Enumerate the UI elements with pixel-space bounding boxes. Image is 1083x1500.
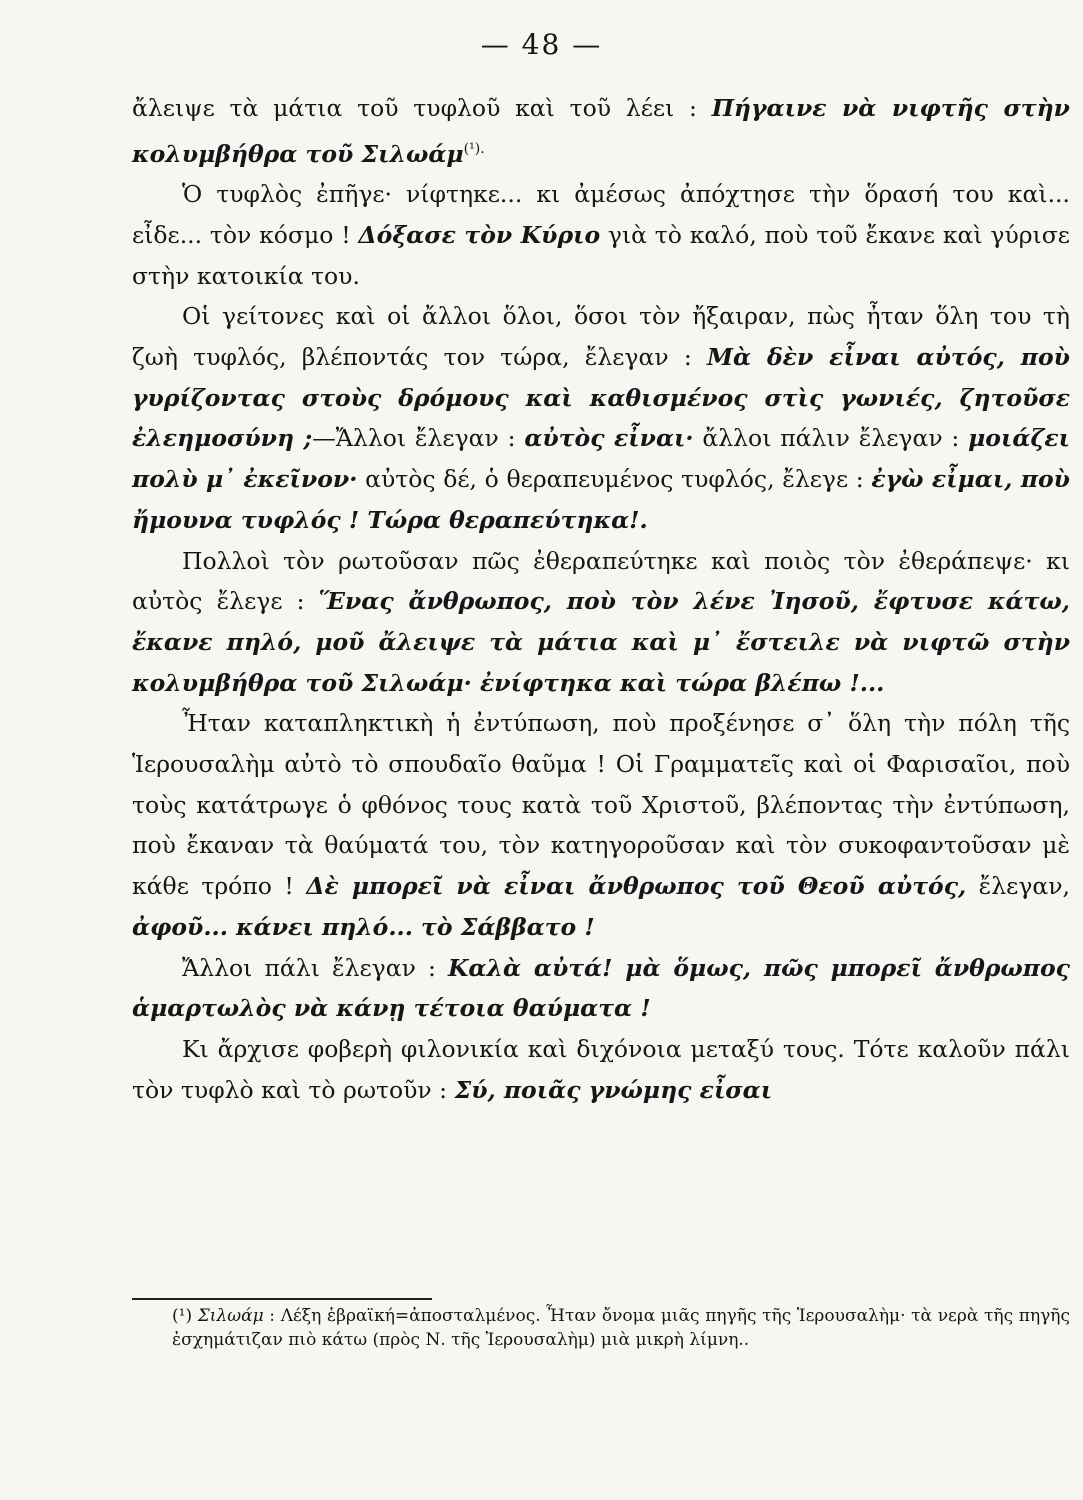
emphasized-text: αὐτὸς εἶναι·	[524, 424, 694, 453]
footnote	[132, 1304, 1070, 1352]
emphasized-text: ἐγὼ εἶμαι, ποὺ ἤμουνα τυφλός ! Τώρα θεραπεύτηκα!.	[132, 465, 1070, 534]
paragraph	[132, 541, 1070, 704]
text-segment: Κι ἄρχισε φοβερὴ φιλονικία καὶ διχόνοια μεταξύ τους. Τότε καλοῦν πάλι τὸν τυφλὸ καὶ τὸ ρωτοῦν :	[132, 1035, 1070, 1104]
page-number: — 48 —	[480, 28, 603, 61]
paragraph	[132, 88, 1070, 174]
text-segment: Πολλοὶ τὸν ρωτοῦσαν πῶς ἐθεραπεύτηκε καὶ ποιὸς τὸν ἐθεράπεψε· κι αὐτὸς ἔλεγε :	[132, 546, 1070, 616]
emphasized-text: Σύ, ποιᾶς γνώμης εἶσαι	[454, 1075, 773, 1104]
emphasized-text: Καλὰ αὐτά! μὰ ὅμως, πῶς μπορεῖ ἄνθρωπος ἁμαρτωλὸς νὰ κάνῃ τέτοια θαύματα !	[132, 953, 1070, 1023]
text-segment: Ἦταν καταπληκτικὴ ἡ ἐντύπωση, ποὺ προξένησε σ᾿ ὅλη τὴν πόλη τῆς Ἱερουσαλὴμ αὐτὸ τὸ σπουδαῖο θαῦμα ! Οἱ Γραμματεῖς καὶ οἱ Φαρισαῖοι, ποὺ τοὺς κατάτρωγε ὁ φθόνος τους κατὰ τοῦ Χριστοῦ, βλέποντας τὴν ἐντύπωση, ποὺ ἔκαναν τὰ θαύματά του, τὸν κατηγοροῦσαν καὶ τὸν συκοφαντοῦσαν μὲ κάθε τρόπο !	[132, 709, 1070, 901]
paragraph	[132, 703, 1070, 947]
footnote-term: Σιλωάμ	[197, 1306, 264, 1326]
text-segment: Οἱ γείτονες καὶ οἱ ἄλλοι ὅλοι, ὅσοι τὸν ἤξαιραν, πὼς ἦταν ὅλη του τὴ ζωὴ τυφλός, βλέποντάς τον τώρα, ἔλεγαν :	[132, 302, 1070, 372]
text-segment: Ἄλλοι πάλι ἔλεγαν :	[182, 953, 448, 982]
footnote-marker: (¹)	[172, 1306, 193, 1326]
text-segment: Ὁ τυφλὸς ἐπῆγε· νίφτηκε... κι ἀμέσως ἀπόχτησε τὴν ὅρασή του καὶ... εἶδε... τὸν κόσμο !	[132, 180, 1070, 249]
emphasized-text: μοιάζει πολὺ μ᾿ ἐκεῖνον·	[132, 424, 1071, 494]
text-segment: —Ἄλλοι ἔλεγαν :	[312, 424, 525, 453]
text-segment: ἔλεγαν,	[966, 872, 1070, 901]
emphasized-text: Δόξασε τὸν Κύριο	[358, 220, 601, 249]
body-text	[132, 88, 1070, 1110]
paragraph	[132, 174, 1070, 296]
emphasized-text: Μὰ δὲν εἶναι αὐτός, ποὺ γυρίζοντας στοὺς δρόμους καὶ καθισμένος στὶς γωνιές, ζητοῦσε ἐλεημοσύνη ;	[132, 343, 1070, 453]
emphasized-text: ἀφοῦ... κάνει πηλό... τὸ Σάββατο !	[132, 912, 595, 941]
text-segment: ἄλειψε τὰ μάτια τοῦ τυφλοῦ καὶ τοῦ λέει :	[132, 94, 712, 122]
text-segment: ἄλλοι πάλιν ἔλεγαν :	[693, 424, 969, 453]
text-segment: γιὰ τὸ καλό, ποὺ τοῦ ἔκανε καὶ γύρισε στὴν κατοικία του.	[132, 220, 1070, 290]
footnote-text: : Λέξη ἑβραϊκή=ἀποσταλμένος. Ἦταν ὄνομα μιᾶς πηγῆς τῆς Ἱερουσαλὴμ· τὰ νερὰ τῆς πηγῆς ἐσχημάτιζαν πιὸ κάτω (πρὸς Ν. τῆς Ἱερουσαλὴμ) μιὰ μικρὴ λίμνη..	[172, 1306, 1070, 1350]
footnote-ref: (¹).	[463, 140, 485, 157]
text-segment: αὐτὸς δέ, ὁ θεραπευμένος τυφλός, ἔλεγε :	[357, 465, 872, 494]
paragraph	[132, 948, 1070, 1029]
paragraph	[132, 296, 1070, 540]
emphasized-text: Δὲ μπορεῖ νὰ εἶναι ἄνθρωπος τοῦ Θεοῦ αὐτός,	[306, 872, 967, 901]
paragraph	[132, 1029, 1070, 1110]
emphasized-text: Πήγαινε νὰ νιφτῆς στὴν κολυμβήθρα τοῦ Σιλωάμ	[132, 94, 1070, 168]
emphasized-text: Ἕνας ἄνθρωπος, ποὺ τὸν λένε Ἰησοῦ, ἔφτυσε κάτω, ἔκανε πηλό, μοῦ ἄλειψε τὰ μάτια καὶ μ᾿ ἔστειλε νὰ νιφτῶ στὴν κολυμβήθρα τοῦ Σιλωάμ· ἐνίφτηκα καὶ τώρα βλέπω !...	[132, 587, 1070, 697]
footnote-divider	[132, 1298, 432, 1300]
